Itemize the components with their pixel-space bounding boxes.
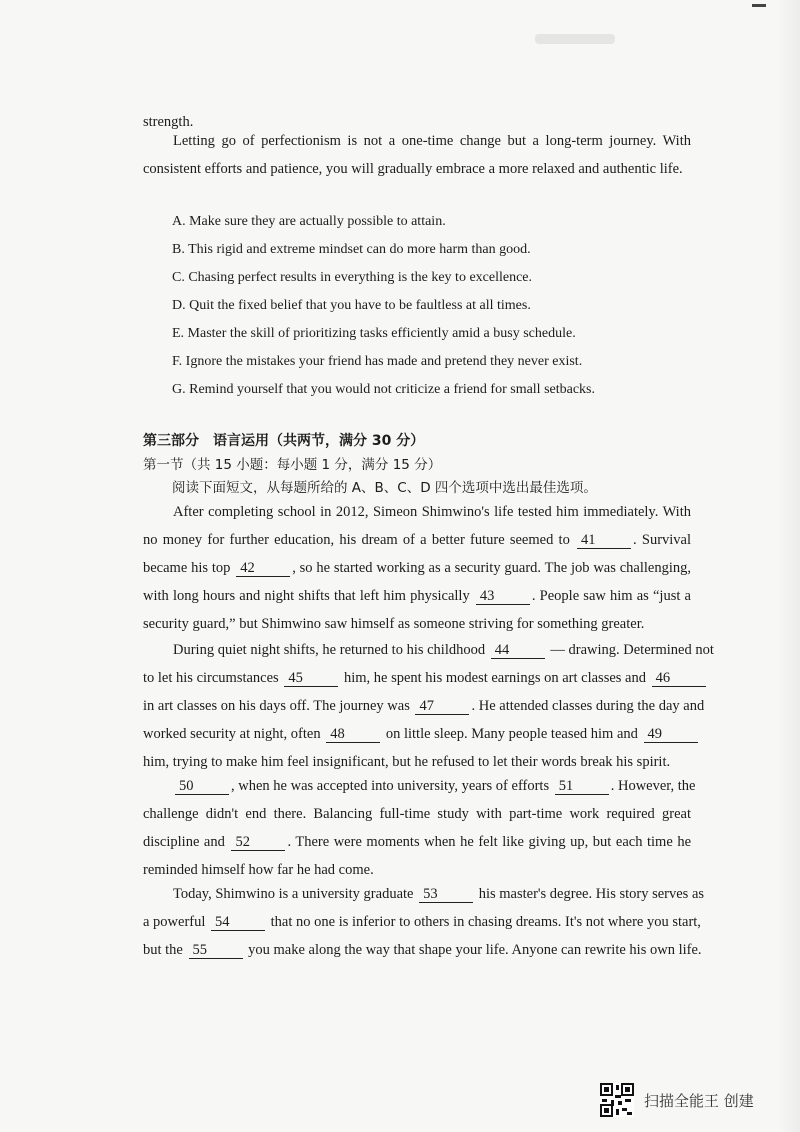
p1-line-4 — [143, 582, 691, 610]
option-c: C. Chasing perfect results in everything is the key to excellence. — [172, 270, 533, 285]
p1-text: . Survival — [633, 532, 692, 548]
p2-text: — drawing. Determined not — [550, 642, 714, 658]
p3-line-1 — [143, 772, 696, 800]
p2-text: . He attended classes during the day and — [471, 698, 705, 714]
watermark-text: 扫描全能王 创建 — [644, 1091, 754, 1110]
passage-paragraph-2 — [143, 636, 714, 776]
p3-text: . There were moments when he felt like giving up, but each time he — [287, 834, 692, 850]
option-g: G. Remind yourself that you would not criticize a friend for small setbacks. — [172, 382, 596, 397]
p2-text: During quiet night shifts, he returned to his childhood — [173, 642, 486, 658]
blank-52[interactable]: 52 — [231, 834, 285, 851]
blank-44[interactable]: 44 — [491, 642, 545, 659]
p1-line-2 — [143, 526, 691, 554]
p1-line-5: security guard,” but Shimwino saw himself as someone striving for something greater. — [143, 616, 645, 632]
p1-text: became his top — [143, 560, 231, 576]
qr-code-icon — [600, 1083, 634, 1117]
p4-text: Today, Shimwino is a university graduate — [173, 886, 414, 902]
blank-54[interactable]: 54 — [211, 914, 265, 931]
p2-text: him, he spent his modest earnings on art classes and — [343, 670, 646, 686]
section-heading: 第三部分 语言运用（共两节，满分 30 分） — [143, 433, 425, 449]
blank-51[interactable]: 51 — [555, 778, 609, 795]
blank-45[interactable]: 45 — [284, 670, 338, 687]
p1-text: with long hours and night shifts that left him physically — [143, 588, 470, 604]
p2-text: on little sleep. Many people teased him and — [385, 726, 638, 742]
p4-text: a powerful — [143, 914, 206, 930]
p3-line-2: challenge didn't end there. Balancing full-time study with part-time work required great — [143, 806, 691, 822]
passage-paragraph-3 — [143, 772, 696, 884]
p1-text: . People saw him as “just a — [531, 588, 691, 604]
p2-line-4 — [143, 720, 691, 748]
section-subheading: 第一节（共 15 小题：每小题 1 分，满分 15 分） — [143, 457, 442, 473]
scan-smudge — [535, 34, 615, 44]
p2-line-3 — [143, 692, 705, 720]
section-instruction: 阅读下面短文，从每题所给的 A、B、C、D 四个选项中选出最佳选项。 — [172, 480, 597, 496]
p4-text: you make along the way that shape your life. Anyone can rewrite his own life. — [248, 942, 702, 958]
p4-line-3 — [143, 936, 702, 964]
p3-text: . However, the — [610, 778, 696, 794]
p2-line-5: him, trying to make him feel insignificant, but he refused to let their words break his spirit. — [143, 754, 671, 770]
p1-text: , so he started working as a security guard. The job was challenging, — [292, 560, 691, 576]
p2-text: in art classes on his days off. The journey was — [143, 698, 410, 714]
p2-text: to let his circumstances — [143, 670, 279, 686]
scanner-watermark — [600, 1082, 754, 1118]
option-f: F. Ignore the mistakes your friend has made and pretend they never exist. — [172, 354, 583, 369]
closing-paragraph — [143, 127, 691, 183]
blank-55[interactable]: 55 — [189, 942, 243, 959]
blank-49[interactable]: 49 — [644, 726, 698, 743]
blank-41[interactable]: 41 — [577, 532, 631, 549]
blank-43[interactable]: 43 — [476, 588, 530, 605]
option-e: E. Master the skill of prioritizing tasks efficiently amid a busy schedule. — [172, 326, 576, 341]
blank-50[interactable]: 50 — [175, 778, 229, 795]
p3-line-3 — [143, 828, 691, 856]
blank-53[interactable]: 53 — [419, 886, 473, 903]
p4-text: but the — [143, 942, 183, 958]
p4-line-2 — [143, 908, 701, 936]
p1-text: no money for further education, his dream of a better future seemed to — [143, 532, 570, 548]
option-a: A. Make sure they are actually possible to attain. — [172, 214, 446, 229]
p3-line-4: reminded himself how far he had come. — [143, 862, 374, 878]
p1-line-1: After completing school in 2012, Simeon Shimwino's life tested him immediately. With — [173, 504, 691, 520]
p4-line-1 — [143, 880, 705, 908]
closing-line-1: Letting go of perfectionism is not a one-time change but a long-term journey. With — [173, 133, 691, 149]
page-edge-shadow — [778, 0, 800, 1132]
p3-text: discipline and — [143, 834, 225, 850]
p3-text: , when he was accepted into university, years of efforts — [231, 778, 550, 794]
passage-paragraph-1 — [143, 498, 691, 638]
closing-line-2: consistent efforts and patience, you will gradually embrace a more relaxed and authentic life. — [143, 161, 683, 177]
blank-42[interactable]: 42 — [236, 560, 290, 577]
option-d: D. Quit the fixed belief that you have to be faultless at all times. — [172, 298, 531, 313]
intro-strength-text: strength. — [143, 114, 194, 130]
blank-48[interactable]: 48 — [326, 726, 380, 743]
p2-line-1 — [143, 636, 714, 664]
p4-text: that no one is inferior to others in chasing dreams. It's not where you start, — [270, 914, 701, 930]
p4-text: his master's degree. His story serves as — [478, 886, 705, 902]
corner-mark — [752, 4, 766, 7]
blank-47[interactable]: 47 — [415, 698, 469, 715]
p2-text: worked security at night, often — [143, 726, 321, 742]
blank-46[interactable]: 46 — [652, 670, 706, 687]
option-b: B. This rigid and extreme mindset can do more harm than good. — [172, 242, 531, 257]
passage-paragraph-4 — [143, 880, 705, 964]
p2-line-2 — [143, 664, 691, 692]
p1-line-3 — [143, 554, 691, 582]
